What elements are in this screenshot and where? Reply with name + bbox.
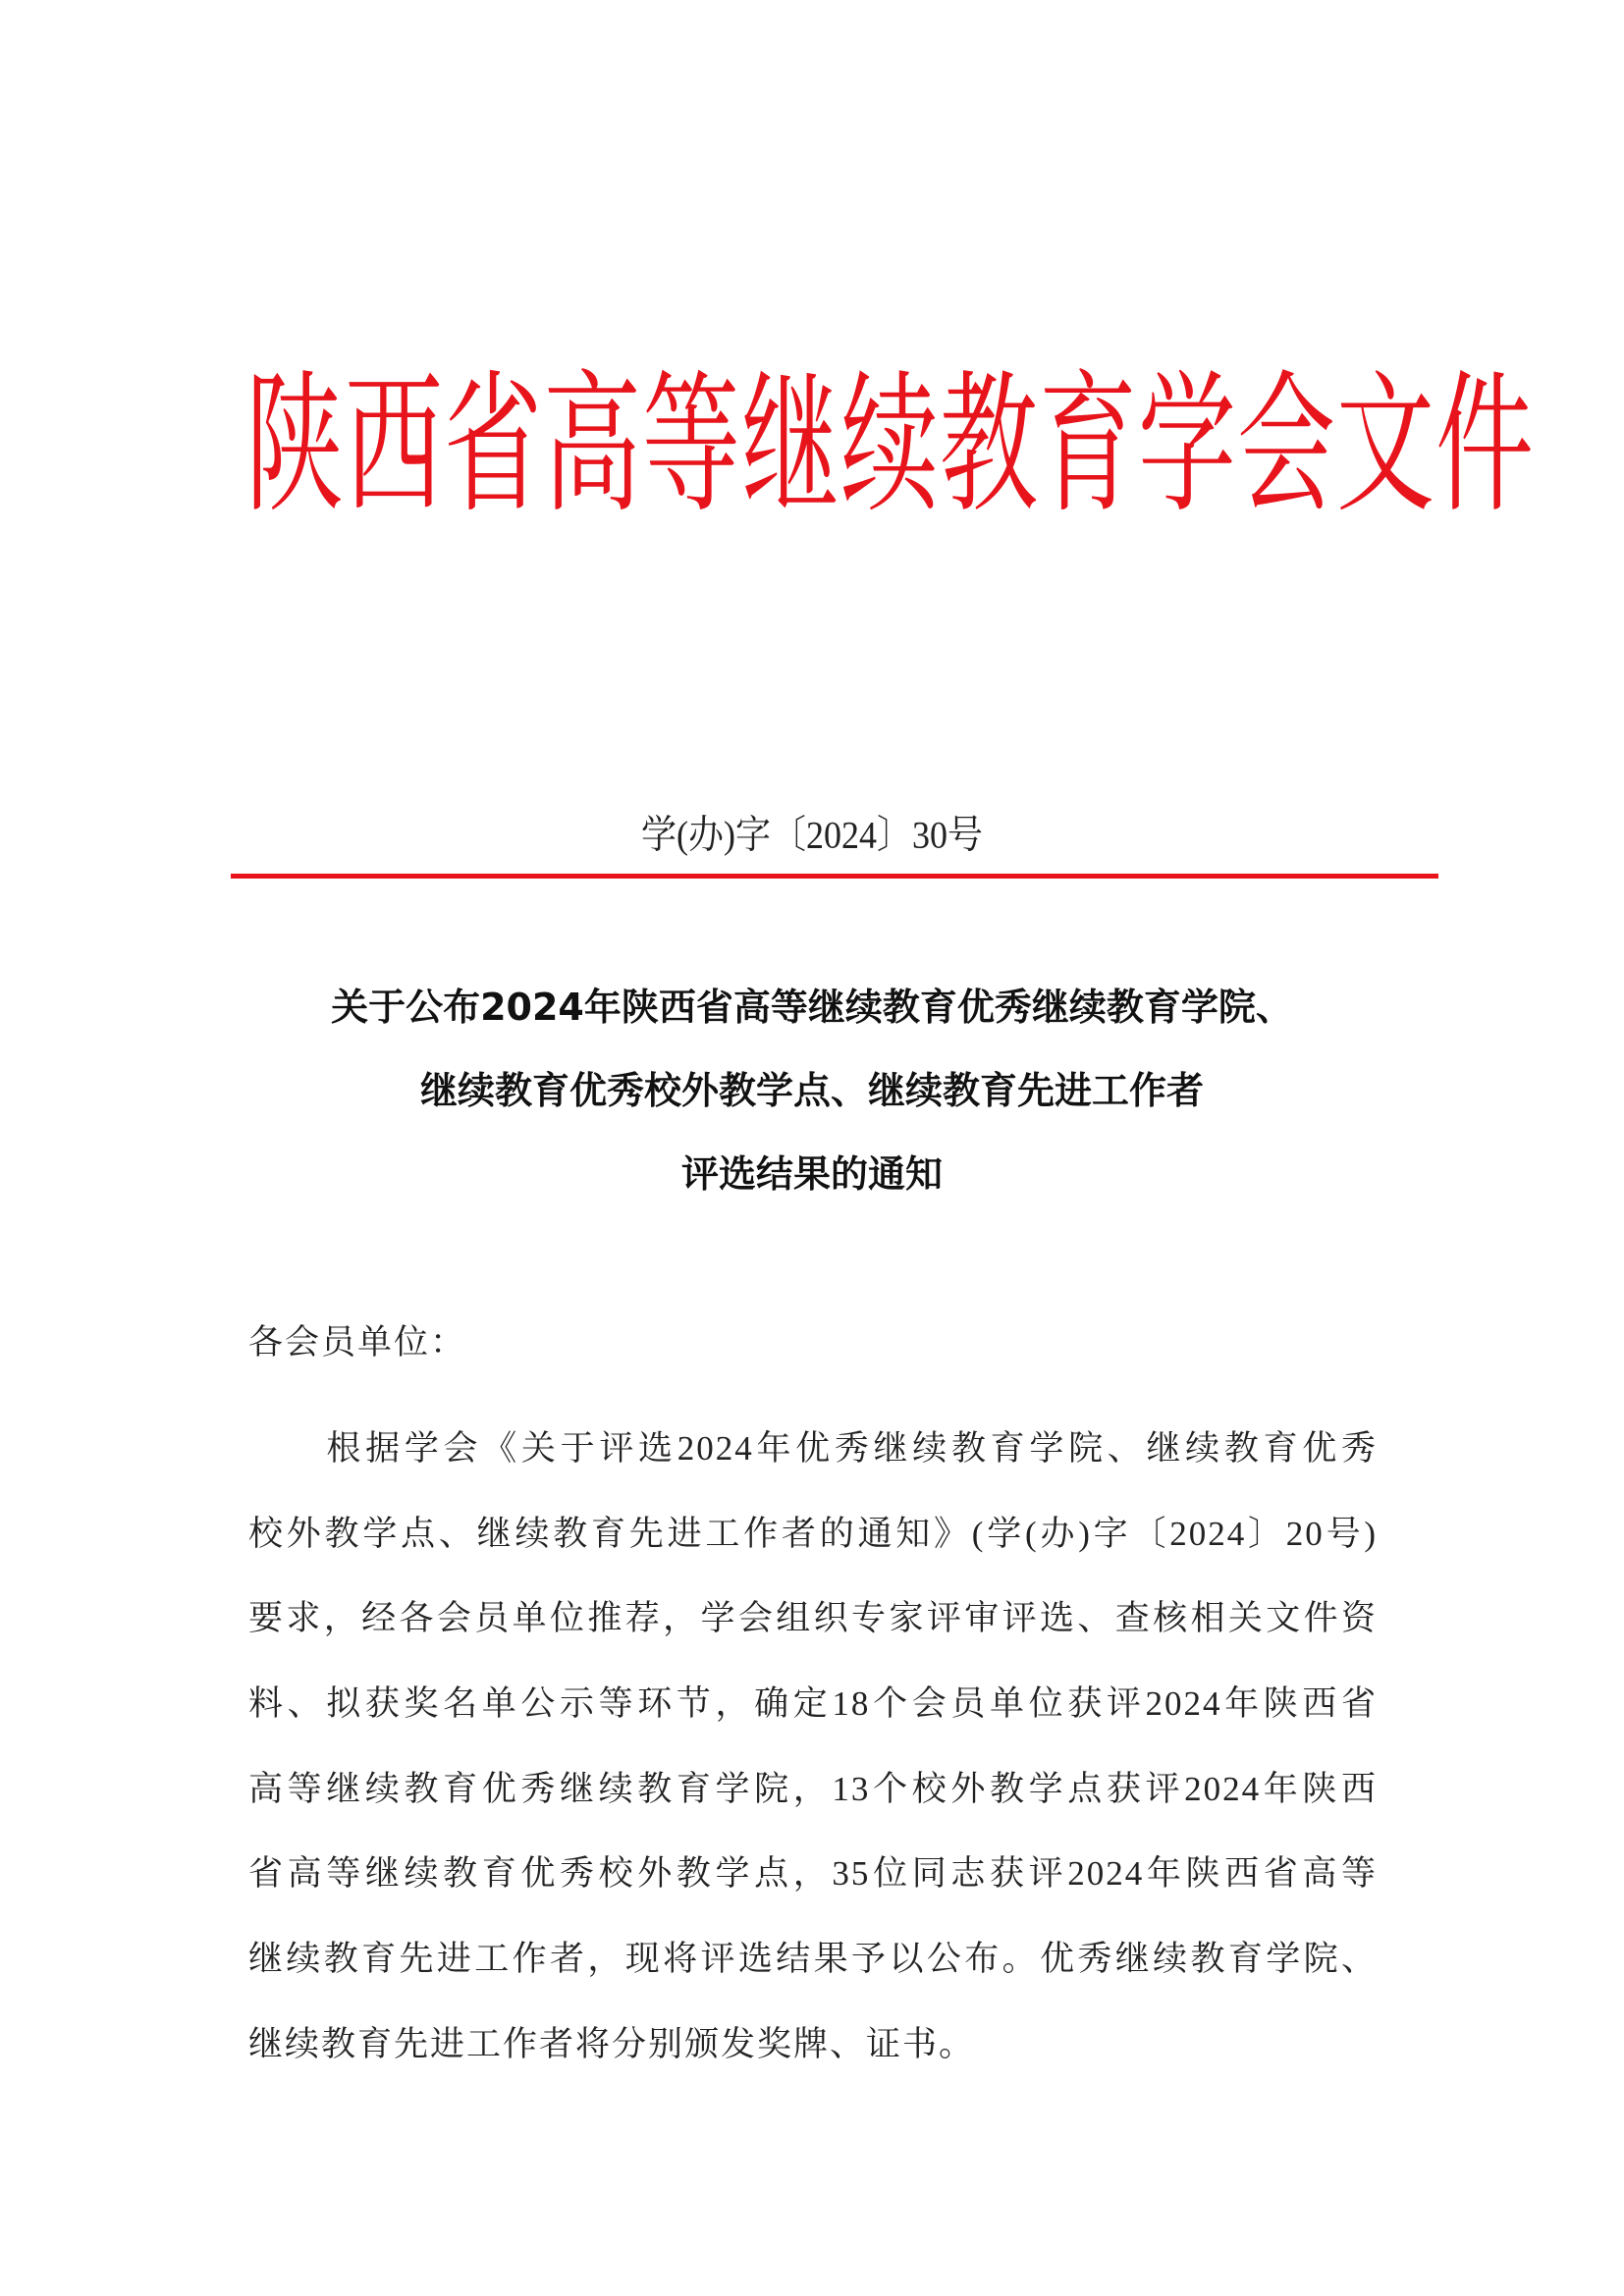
body-line: 要求，经各会员单位推荐，学会组织专家评审评选、查核相关文件资 [248,1599,1378,1637]
red-divider [231,874,1438,879]
salutation: 各会员单位： [248,1323,467,1362]
body-line: 继续教育先进工作者将分别颁发奖牌、证书。 [248,2025,976,2063]
notice-title-line-3: 评选结果的通知 [680,1152,943,1196]
body-line: 高等继续教育优秀继续教育学院，13个校外教学点获评2024年陕西 [248,1770,1378,1808]
masthead-title: 陕西省高等继续教育学会文件 [245,361,1535,531]
body-line: 继续教育先进工作者，现将评选结果予以公布。优秀继续教育学院、 [248,1940,1378,1978]
body-line: 料、拟获奖名单公示等环节，确定18个会员单位获评2024年陕西省 [248,1684,1378,1723]
notice-title-line-1: 关于公布2024年陕西省高等继续教育优秀继续教育学院、 [331,986,1293,1029]
body-line: 省高等继续教育优秀校外教学点，35位同志获评2024年陕西省高等 [248,1854,1378,1893]
notice-title-line-2: 继续教育优秀校外教学点、继续教育先进工作者 [419,1069,1204,1112]
document-number: 学(办)字〔2024〕30号 [641,813,983,857]
body-line: 校外教学点、继续教育先进工作者的通知》(学(办)字〔2024〕20号) [248,1515,1378,1553]
body-line: 根据学会《关于评选2024年优秀继续教育学院、继续教育优秀 [248,1429,1378,1468]
